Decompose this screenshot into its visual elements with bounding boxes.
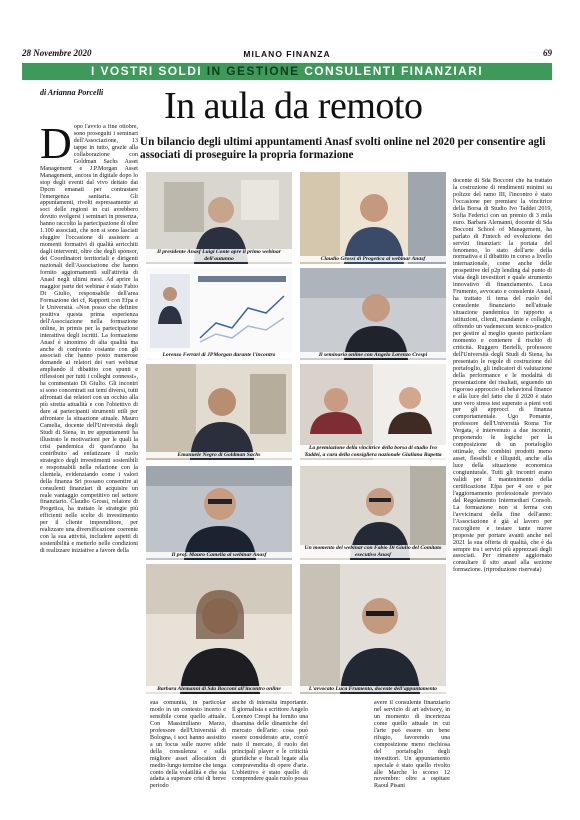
- photo-barbara-alemanni: [146, 564, 292, 694]
- photo-luigi-conte: [146, 172, 292, 264]
- photo-award-ceremony: [300, 364, 446, 460]
- photo-caption: Il prof. Mauro Camelia al webinar Anasf: [146, 552, 292, 558]
- column-1-text: opo l'avvio a fine ottobre, sono proseguiti i seminari dell'Associazione, 13 tappe in tutto, grazie alla collaborazione con Goldman Sachs Asset Management e J.P.Morgan Asset Management, ancora in digitale dopo lo stop degli eventi dal vivo dettato dai Dpcm emanati per contrastare l'emergenza sanitaria. Gli appuntamenti, rivolti espressamente ai soci delle regioni in cui avrebbero dovuto svolgersi i seminari in presenza, hanno raccolto la partecipazione di oltre 1.100 associati, che non si sono lasciati sfuggire l'occasione di assistere a momenti formativi di qualità arricchiti dagli interventi, oltre che degli sponsor, dei Coordinatori territoriali e dirigenti nazionali dell'Associazione che hanno fornito aggiornamenti sull'attività di Anasf negli ultimi mesi. Ad aprire la maggior parte dei webinar è stato Fabio Di Giulio, responsabile dell'area Formazione dei cf, Rapporti con Efpa e le Università. «Non posso che definire positiva questa prima esperienza dell'Associazione nella formazione online, in primis per la partecipazione interattiva degli iscritti. La formazione Anasf è sinonimo di alta qualità ma anche di confronto costante con gli associati che hanno posto numerose domande ai relatori dei vari webinar ampliando il dibattito con spunti e riflessioni per tutti i colleghi connessi», ha commentato Di Giulio. Gli incontri si sono concentrati sui temi diversi, tutti affrontati dai relatori con un occhio alla più stretta attualità e con l'obiettivo di dare ai partecipanti strumenti utili per affrontare la situazione attuale. Mauro Camelia, docente dell'Università degli Studi di Siena, in tre appuntamenti ha illustrato le motivazioni per le quali la crisi pandemica di quest'anno ha contribuito ad enfatizzare il ruolo strategico degli investimenti sostenibili e responsabili nella relazione con la clientela, evidenziando come i valori della finanza Sri possano consentire ai consulenti finanziari di acquisire un reale vantaggio competitivo nel settore finanziario. Claudio Grossi, relatore di Progetica, ha trattato le strategie più efficienti nelle scelte di investimento per il cliente imprenditore, per realizzare una diversificazione coerente con la sua attività, includere aspetti di sostenibilità e metterlo nelle condizioni di realizzare iniziative a favore della: [40, 124, 138, 555]
- photo-caption: La premiazione della vincitrice della borsa di studio Ivo Taddei, a cura della consigliera nazionale Giuliana Rapetta: [300, 445, 446, 458]
- person-photo-icon: [146, 466, 292, 560]
- page-number: 69: [543, 48, 552, 58]
- article-column-3: anche di intensità importante. Il giornalista e scrittore Angelo Lorenzo Crespi ha fornito una disamina delle dinamiche del mercato dell'arte: cosa può essere considerato arte, com'è nato il mercato, il ruolo dei principali player e le criticità giuridiche e fiscali legate alla compravendita di opere d'arte. L'obiettivo è stato quello di comprendere quale ruolo possa: [232, 700, 308, 783]
- article-column-5: docente di Sda Bocconi che ha trattato la costruzione di rendimenti minimi su polizze del ramo III, l'incontro è stato l'occasione per premiare la vincitrice della Borsa di Studio Ivo Taddei 2019, Sofia Federici con un premio di 3 mila euro. Barbara Alemanni, docente di Sda Bocconi School of Management, ha parlato di Fintech ed evoluzione dei servizi finanziari: la portata del fenomeno, lo stato dell'arte della normativa e il dibattito in corso a livello internazionale, come anche delle prospettive del p2p lending dal punto di vista degli investitori e quale strumento innovativo di finanziamento. Luca Frumento, avvocato e consulente Anasf, ha trattato il tema del ruolo del consulente finanziario nell'attuale situazione pandemica in rapporto a istituzioni, clienti, mandante e colleghi, offrendo un vademecum tecnico-pratico per gestire al meglio questo particolare momento e contenere il rischio di criticità. Ruggero Bertelli, professore dell'Università degli Studi di Siena, ha presentato le regole di costruzione del portafoglio, gli indicatori di valutazione della performance e le modalità di presentazione dei risultati, seguendo un rigoroso approccio di behavioral finance e alla luce del fatto che il 2020 è stato uno vero stress test superato a pieni voti per gli approcci di finanza comportamentale. Ugo Pomante, professore dell'Università Roma Tor Vergata, è intervenuto a due incontri, proponendo le logiche per la composizione di un portafoglio ottimale, che combini prodotti meno asset, flessibili e illiquidi, anche alla luce della situazione economica congiunturale. Tutti gli incontri erano validi per il mantenimento della certificazione Efpa per 4 ore e per l'aggiornamento professionale previsto dal Regolamento Intermediari Consob. La formazione non si ferma con l'avvicinarsi della fine dell'anno: l'Associazione è già al lavoro per raccogliere e testare tante nuove proposte per portare avanti anche nel 2021 la sua offerta di qualità, che è da sempre tra i servizi più apprezzati degli associati. Per rimanere aggiornato consultare il sito anasf alla sezione formazione. (riproduzione riservata): [453, 178, 552, 574]
- drop-cap: D: [40, 124, 72, 168]
- photo-emanuele-negro: [146, 364, 292, 460]
- article-headline: In aula da remoto: [164, 85, 423, 127]
- photo-caption: Lorenzo Ferrari di JPMorgan durante l'incontro: [146, 352, 292, 358]
- person-photo-icon: [300, 564, 446, 694]
- page-header: [22, 48, 552, 62]
- photo-mauro-camelia: [146, 466, 292, 560]
- article-subhead: Un bilancio degli ultimi appuntamenti Anasf svolti online nel 2020 per consentire agli associati di proseguire la propria formazione: [140, 136, 546, 161]
- article-column-2: sua comunità, in particolar modo in un contesto incerto e sensibile come quello attuale. Con Massimiliano Marzo, professore dell'Università di Bologna, i soci hanno assistito a un focus sulle nuove sfide della consulenza e sulla migliore asset allocation di medio-lungo termine che tenga conto della volatilità e che sia adatta a superare crisi di breve periodo: [150, 700, 226, 790]
- photo-caption: Il seminario online con Angelo Lorenzo Crespi: [300, 352, 446, 358]
- photo-caption: L'avvocato Luca Frumento, docente dell'appuntamento: [300, 686, 446, 692]
- person-photo-icon: [300, 172, 446, 264]
- photo-caption: Barbara Alemanni di Sda Bocconi all'incontro online: [146, 686, 292, 692]
- photo-caption: Il presidente Anasf Luigi Conte apre il primo webinar dell'autunno: [146, 249, 292, 262]
- photo-angelo-crespi: [300, 268, 446, 360]
- person-photo-icon: [300, 268, 446, 360]
- article-column-1: [40, 124, 138, 814]
- photo-caption: Claudio Grossi di Progetica al webinar Anasf: [300, 256, 446, 262]
- slide-screen-icon: [146, 268, 292, 360]
- newspaper-name: MILANO FINANZA: [243, 49, 331, 59]
- section-banner: [22, 63, 552, 80]
- person-photo-icon: [146, 364, 292, 460]
- section-part-3: CONSULENTI FINANZIARI: [304, 64, 483, 78]
- photo-caption: Emanuele Negro di Goldman Sachs: [146, 452, 292, 458]
- article-author: di Arianna Porcelli: [40, 88, 104, 97]
- person-photo-icon: [146, 564, 292, 694]
- photo-claudio-grossi: [300, 172, 446, 264]
- section-part-1: I VOSTRI SOLDI: [91, 64, 202, 78]
- issue-date: 28 Novembre 2020: [22, 48, 92, 58]
- photo-fabio-di-giulio: [300, 466, 446, 560]
- photo-luca-frumento: [300, 564, 446, 694]
- photo-caption: Un momento del webinar con Fabio Di Giulio del Comitato esecutivo Anasf: [300, 545, 446, 558]
- photo-lorenzo-ferrari: [146, 268, 292, 360]
- section-part-2: IN GESTIONE: [206, 64, 300, 78]
- article-column-4: avere il consulente finanziario nel servizio di art advisory, in un momento di incertezza come quello attuale in cui l'arte può essere un bene rifugio, favorendo una composizione meno rischiosa del portafoglio degli investitori. Un appuntamento speciale è stato quello rivolto alle Marche lo scorso 12 novembre: oltre a ospitare Raoul Pisani: [374, 700, 450, 790]
